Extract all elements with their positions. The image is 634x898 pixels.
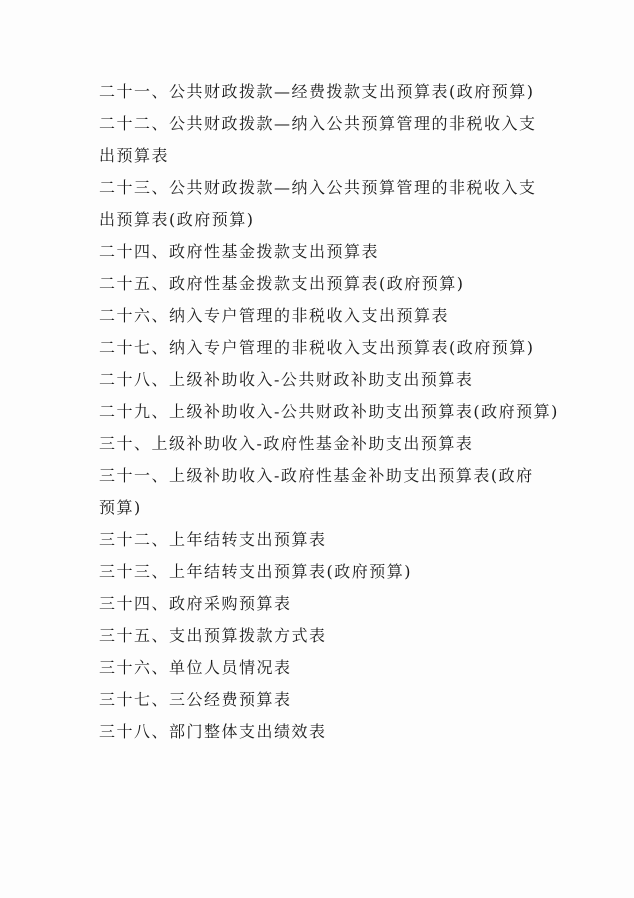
list-item: 二十四、政府性基金拨款支出预算表: [99, 242, 380, 261]
list-item: 二十八、上级补助收入-公共财政补助支出预算表: [99, 370, 474, 389]
list-item: 二十六、纳入专户管理的非税收入支出预算表: [99, 306, 450, 325]
list-item: 三十一、上级补助收入-政府性基金补助支出预算表(政府预算): [99, 466, 534, 517]
list-item: 二十三、公共财政拨款—纳入公共预算管理的非税收入支出预算表(政府预算): [99, 178, 537, 229]
table-of-contents-list: [99, 76, 559, 748]
list-item: 三十五、支出预算拨款方式表: [99, 626, 327, 645]
list-item: 二十二、公共财政拨款—纳入公共预算管理的非税收入支出预算表: [99, 114, 537, 165]
list-item: 二十五、政府性基金拨款支出预算表(政府预算): [99, 274, 465, 293]
list-item: 二十一、公共财政拨款—经费拨款支出预算表(政府预算): [99, 82, 535, 101]
list-item: 三十二、上年结转支出预算表: [99, 530, 327, 549]
list-item: 二十七、纳入专户管理的非税收入支出预算表(政府预算): [99, 338, 535, 357]
list-item: 三十、上级补助收入-政府性基金补助支出预算表: [99, 434, 474, 453]
list-item: 三十四、政府采购预算表: [99, 594, 292, 613]
list-item: 三十三、上年结转支出预算表(政府预算): [99, 562, 412, 581]
list-item: 二十九、上级补助收入-公共财政补助支出预算表(政府预算): [99, 402, 559, 421]
list-item: 三十七、三公经费预算表: [99, 690, 292, 709]
list-item: 三十六、单位人员情况表: [99, 658, 292, 677]
list-item: 三十八、部门整体支出绩效表: [99, 722, 327, 741]
